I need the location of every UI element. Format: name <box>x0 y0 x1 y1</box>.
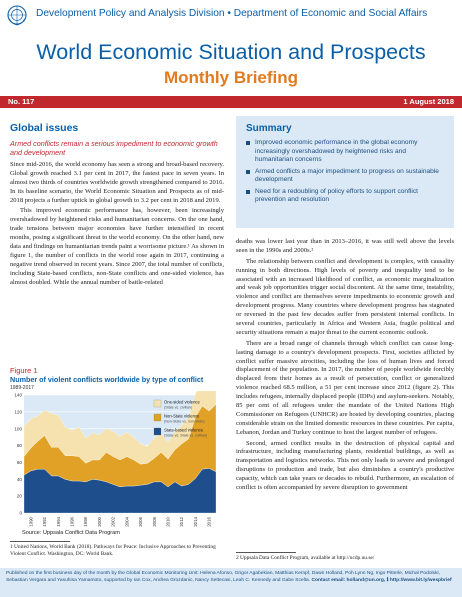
credits-text: Published on the first business day of the month by the Global Economic Monitoring Unit: Helena Afonso, Grigor Agabekian, Matthias Kempf, Dawn Holland, Poh Lynn Ng, Ingo Pitterle, Michal Podolski, Sebastian Vergara and Yasuhisa Yamamoto, supported by Ian Cox, Andrea Grozdanic, Nancy Settecasi, Leah C. Kennedy and Gabe Scelta. <box>6 571 440 583</box>
publication-subtitle: Monthly Briefing <box>163 68 299 87</box>
figure-label: Figure 1 <box>10 366 38 375</box>
un-emblem-icon <box>6 4 28 26</box>
x-tick-label: 1992 <box>42 517 48 527</box>
x-tick-label: 1994 <box>55 517 61 527</box>
y-tick-label: 100 <box>14 426 22 432</box>
summary-box <box>236 116 454 228</box>
contact-line: Contact email: holland@un.org, ℹ http://www.bit.ly/wespbrief <box>311 577 452 583</box>
legend-label: Non-State violence <box>164 413 200 419</box>
org-line: Development Policy and Analysis Division • Department of Economic and Social Affairs <box>36 8 428 19</box>
y-tick-label: 140 <box>14 392 22 398</box>
conflicts-area-chart <box>10 391 224 527</box>
x-tick-label: 2006 <box>138 517 144 527</box>
paragraph-right-3: Second, armed conflict results in the destruction of physical capital and infrastructure, including manufacturing plants, residential buildings, as well as transportation and logistics networks. This not only leads to severe and prolonged disruptions to production and trade, but also diminishes a country's productive capacity, which can take years or decades to rebuild. Furthermore, an escalation of conflict is often accompanied by severe disruption to government <box>236 439 454 492</box>
credits-box <box>0 568 462 597</box>
x-tick-label: 1996 <box>69 517 75 527</box>
summary-list <box>246 139 444 205</box>
issue-number: No. 117 <box>8 97 35 106</box>
figure-title: Number of violent conflicts worldwide by type of conflict <box>10 375 204 384</box>
legend-note: (State vs. State vs. civilian) <box>164 433 208 438</box>
footnote-2: 2 Uppsala Data Conflict Program, available at http://ucdp.uu.se/ <box>236 555 375 561</box>
legend-swatch <box>154 428 161 435</box>
x-tick-label: 2002 <box>110 517 116 527</box>
lead-text: Armed conflicts remain a serious impediment to economic growth and development <box>10 139 218 157</box>
x-tick-label: 2010 <box>165 517 171 527</box>
right-column <box>236 234 454 493</box>
legend-label: One-sided violence <box>164 399 200 405</box>
publication-title: World Economic Situation and Prospects <box>36 40 426 64</box>
y-tick-label: 80 <box>16 443 22 449</box>
top-header <box>0 0 462 34</box>
paragraph-right-0: deaths was lower last year than in 2013–2016, it was still well above the levels seen in the 1990s and 2000s.² <box>236 238 454 254</box>
x-tick-label: 2014 <box>192 517 198 527</box>
legend-swatch <box>154 414 161 421</box>
y-tick-label: 40 <box>16 476 22 482</box>
paragraph-right-1: The relationship between conflict and development is complex, with causality running in both directions. High levels of poverty and inequality tend to be associated with an increased likelihood of conflict, as economic marginalization and weak job opportunities trigger social discontent. At the same time, instability, violence and conflict are themselves severe impediments to economic growth and development progress. Many countries where development progress has stagnated or reversed in the past few decades suffer from persistent internal conflicts. In several countries, particularly in Africa and Western Asia, fragile political and security situations remain a major threat to the current economic outlook. <box>236 257 454 336</box>
x-tick-label: 2000 <box>96 517 102 527</box>
section-title: Global issues <box>10 122 79 134</box>
x-tick-label: 2008 <box>151 517 157 527</box>
issue-bar <box>0 96 462 108</box>
left-column <box>10 116 224 287</box>
footnote-1: 1 United Nations, World Bank (2018). Pathways for Peace: Inclusive Approaches to Preventing Violent Conflict. Washington, DC: World Bank. <box>10 544 216 558</box>
legend-note: (Non-State vs. non-State) <box>164 419 205 424</box>
legend-swatch <box>154 400 161 407</box>
summary-item: Need for a redoubling of policy efforts to support conflict prevention and resolution <box>246 188 444 205</box>
legend-note: (State vs. civilian) <box>164 405 193 410</box>
x-tick-label: 2012 <box>179 517 185 527</box>
x-tick-label: 2016 <box>206 517 212 527</box>
paragraph-1: Since mid-2016, the world economy has seen a strong and broad-based recovery. Global growth reached 3.1 per cent in 2017, the fastest pace in seven years. In almost two thirds of countries worldwide growth strengthened compared to 2016. In its baseline scenario, the World Economic Situation and Prospects as of mid-2018 projects a further uptick in global growth to 3.2 per cent in 2018 and 2019. <box>10 161 224 204</box>
summary-title: Summary <box>246 123 292 134</box>
footnote-rule-left <box>10 541 70 542</box>
x-tick-label: 1998 <box>83 517 89 527</box>
summary-item: Improved economic performance in the global economy increasingly overshadowed by heightened risks and humanitarian concerns <box>246 139 444 165</box>
paragraph-right-2: There are a broad range of channels through which conflict can cause long-lasting damage to a country's development prospects. First, societies afflicted by conflict suffer massive atrocities, including the loss of human lives and forced displacement of the population. In 2017, the number of people worldwide forcibly displaced from their homes as a result of persecution, conflict or generalized violence reached 68.5 million, a 51 per cent increase since 2012 (figure 2). This includes refugees, internally displaced people (IDPs) and asylum-seekers. Notably, 85 per cent of all refugees under the mandate of the United Nations High Commissioner on Refugees (UNHCR) are hosted by developing countries, placing considerable strain on the limited domestic resources in these countries. Per capita, Lebanon, Jordan and Turkey continue to host the largest number of refugees. <box>236 339 454 436</box>
issue-date: 1 August 2018 <box>403 97 454 106</box>
x-tick-label: 1990 <box>28 517 34 527</box>
paragraph-2: This improved economic performance has, however, been increasingly overshadowed by heightened risks and humanitarian concerns. On the one hand, trade tensions between major economies have further intensified in recent months, posing a significant threat to the world economy. On the other hand, new data and findings on humanitarian trends paint a worrisome picture.¹ As shown in figure 1, the number of conflicts in the world rose again in 2017, continuing a negative trend observed in recent years. Since 2007, the total number of conflicts, including State-based conflicts, non-State conflicts and one-sided violence, has almost doubled. While the annual number of battle-related <box>10 207 224 286</box>
figure-source: Source: Uppsala Conflict Data Program <box>22 530 120 536</box>
figure-years-note: 1989-2017 <box>10 385 34 391</box>
legend-label: State-based violence <box>164 427 204 433</box>
y-tick-label: 20 <box>16 493 22 499</box>
y-tick-label: 60 <box>16 460 22 466</box>
summary-item: Armed conflicts a major impediment to progress on sustainable development <box>246 168 444 185</box>
y-tick-label: 120 <box>14 409 22 415</box>
footnote-rule-right <box>236 552 296 553</box>
y-tick-label: 0 <box>19 510 22 516</box>
x-tick-label: 2004 <box>124 517 130 527</box>
